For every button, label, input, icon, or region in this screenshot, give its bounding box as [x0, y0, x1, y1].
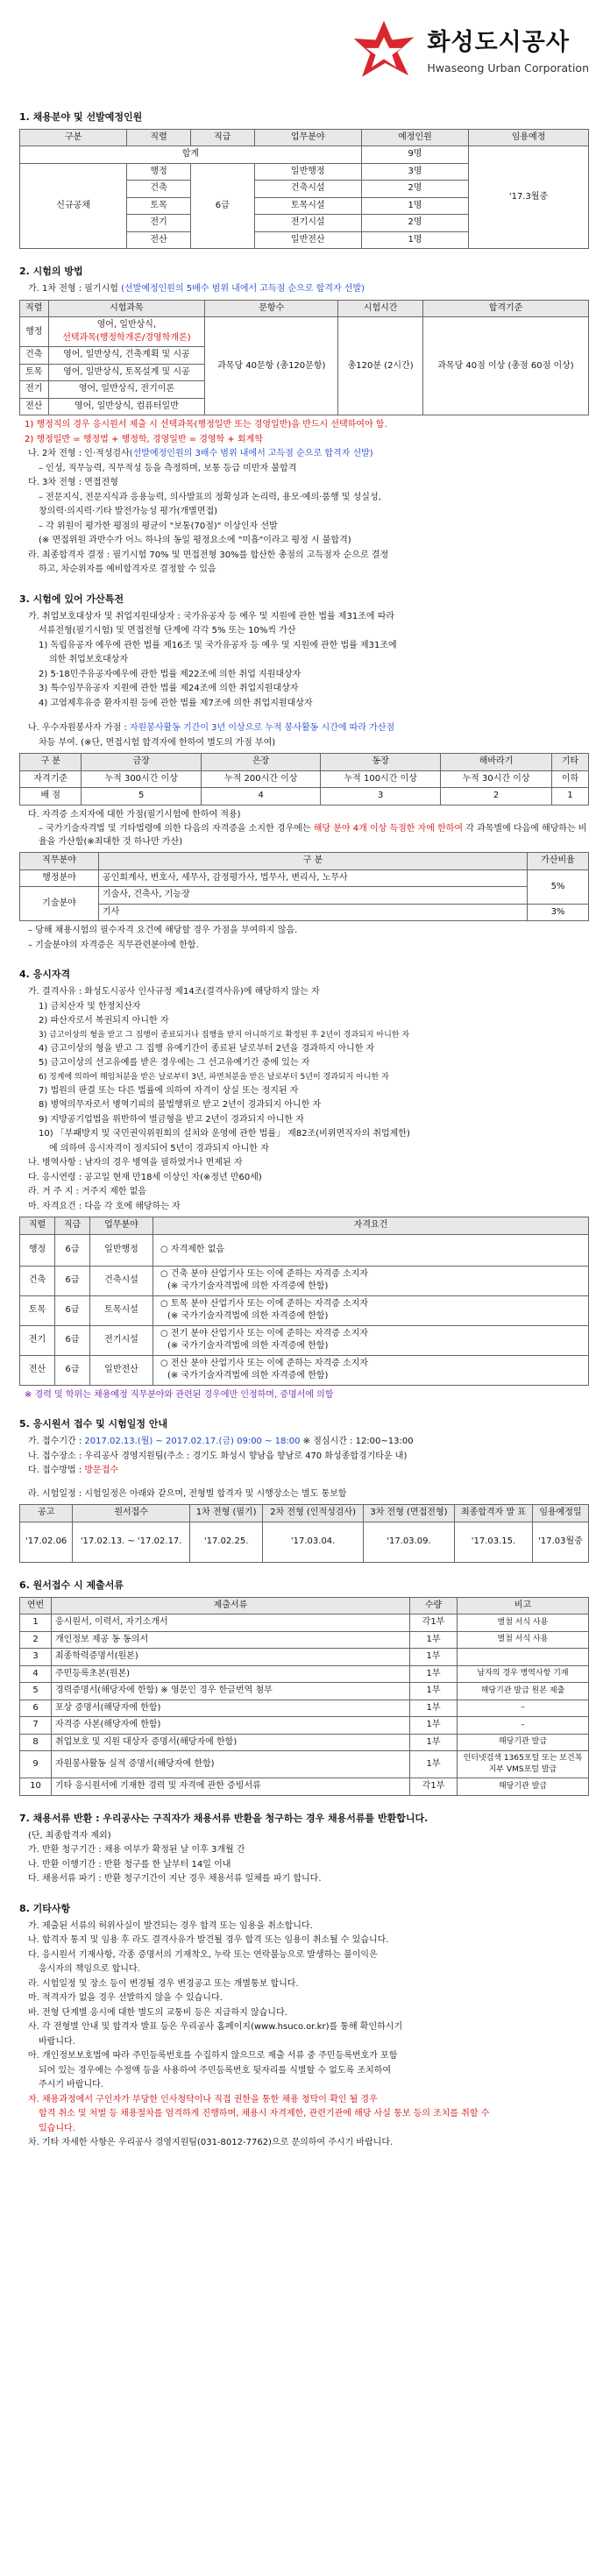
cell: 1부: [410, 1665, 458, 1683]
cell: 1부: [410, 1717, 458, 1735]
th: 직렬: [127, 129, 191, 146]
cell: 4: [201, 788, 321, 805]
th: 최종합격자 발 표: [455, 1505, 533, 1522]
cell: 영어, 일반상식, 컴퓨터일반: [48, 398, 205, 415]
cell: 각1부: [410, 1614, 458, 1632]
cell: 5%: [528, 869, 589, 904]
text: 되어 있는 경우에는 수정액 등을 사용하여 주민등록번호 뒷자리를 식별할 수 없도록 조치하여: [39, 2065, 392, 2076]
cell: 9: [20, 1751, 52, 1778]
cert-table: [19, 852, 589, 921]
section-5-title: 5. 응시원서 접수 및 시험일정 안내: [19, 1418, 168, 1430]
table-row: [20, 1614, 589, 1632]
cell: 해당기관 발급: [458, 1734, 589, 1751]
cell: 1부: [410, 1683, 458, 1700]
cell: 이하: [552, 770, 589, 788]
text: – 당해 채용시험의 필수자격 요건에 해당할 경우 가점을 부여하지 않음.: [28, 926, 298, 936]
logo-mark-icon: [350, 17, 418, 85]
s5-ga: [28, 1436, 589, 1449]
text: – 기술분야의 자격증은 직무관련분야에 한함.: [28, 940, 199, 950]
cell: [458, 1649, 589, 1666]
cell: 토목시설: [254, 197, 361, 215]
text: 9) 지방공기업법을 위반하여 벌금형을 받고 2년이 경과되지 아니한 자: [39, 1114, 304, 1125]
text: 차. 기타 자세한 사항은 우리공사 경영지원팀(031-8012-7762)으로 문의하여 주시기 바랍니다.: [28, 2138, 394, 2148]
text: 아. 개인정보보호법에 따라 주민등록번호를 수집하지 않으므로 제출 서류 중 주민등록번호가 포함: [28, 2051, 398, 2062]
cell: 전기시설: [254, 215, 361, 232]
cell: '17.02.13. ~ '17.02.17.: [73, 1522, 190, 1562]
text: 나. 2차 전형 : 인·적성검사: [28, 449, 130, 459]
cell: 기술사, 건축사, 기능장: [99, 887, 528, 905]
text: 라. 최종합격자 결정 : 필기시험 70% 및 면접전형 30%를 합산한 총점의 고득점자 순으로 결정: [28, 550, 389, 560]
s5-da: [28, 1465, 589, 1478]
table-row: [20, 1778, 589, 1796]
table-row: [20, 1683, 589, 1700]
text: 라. 시험일정 및 장소 등이 변경될 경우 변경공고 또는 개별통보 합니다.: [28, 1978, 299, 1989]
cell: 배 점: [20, 788, 82, 805]
text: 5) 금고이상의 선고유예를 받은 경우에는 그 선고유예기간 중에 있는 자: [39, 1058, 310, 1068]
brand-name-en: Hwaseong Urban Corporation: [427, 60, 589, 75]
section-4-title: 4. 응시자격: [19, 969, 71, 981]
th: 기타: [552, 754, 589, 771]
cell: 일반행정: [254, 163, 361, 181]
table-row: [20, 1734, 589, 1751]
text: 바랍니다.: [39, 2036, 75, 2047]
cell: 전산: [20, 398, 49, 415]
volunteer-table: [19, 753, 589, 805]
total-count: 9명: [361, 146, 468, 164]
cell: 선택과목(행정학개론/경영학개론): [62, 332, 191, 343]
text: 최대한 것 하나만 가산): [94, 836, 183, 847]
cell: 행정: [20, 317, 49, 347]
text: 가. 제출된 서류의 허위사실이 발견되는 경우 합격 또는 임용을 취소합니다.: [28, 1920, 313, 1931]
cell: 자원봉사활동 실적 증명서(해당자에 한함): [52, 1751, 410, 1778]
th: 연번: [20, 1597, 52, 1614]
th: 직무분야: [20, 853, 99, 870]
cell: 건축시설: [90, 1266, 153, 1295]
cell: 1부: [410, 1700, 458, 1717]
th: 제출서류: [52, 1597, 410, 1614]
cell: 1부: [410, 1734, 458, 1751]
cell: 기타 응시원서에 기재한 경력 및 자격에 관한 증빙서류: [52, 1778, 410, 1796]
s3-da1: [39, 823, 589, 848]
text: 각 과목별에 다음에 해당하는 비율을 가산함(※: [39, 824, 587, 847]
text: 방문접수: [84, 1465, 119, 1476]
cell: 6급: [55, 1266, 90, 1295]
cell: 1부: [410, 1649, 458, 1666]
cell: 행정분야: [20, 869, 99, 887]
cell: 누적 200시간 이상: [201, 770, 321, 788]
cell: 영어, 일반상식, 토목설계 및 시공: [48, 364, 205, 381]
text: 가. 접수기간 :: [28, 1437, 85, 1447]
th: 공고: [20, 1505, 73, 1522]
cell: (※ 국가기술자격법에 의한 자격증에 한함): [167, 1371, 329, 1381]
th: 1차 전형 (필기): [189, 1505, 262, 1522]
text: 다. 접수방법 :: [28, 1465, 85, 1476]
cell: 1명: [361, 197, 468, 215]
logo: [350, 17, 589, 85]
cell: '17.03.09.: [363, 1522, 454, 1562]
cell: 포상 증명서(해당자에 한함): [52, 1700, 410, 1717]
cell: 응시원서, 이력서, 자기소개서: [52, 1614, 410, 1632]
cell: 전산: [127, 231, 191, 249]
text: – 전문지식, 전문지식과 응용능력, 의사발표의 정확성과 논리력, 용모·예의·품행 및 성실성,: [39, 492, 381, 502]
section-1-title: 1. 채용분야 및 선발예정인원: [19, 111, 143, 123]
th: 예정인원: [361, 129, 468, 146]
text: (선발예정인원의 3배수 범위 내에서 고득점 순으로 합격자 선발): [129, 449, 373, 459]
cell: '17.02.25.: [189, 1522, 262, 1562]
th: 금장: [82, 754, 202, 771]
cell: 6급: [55, 1325, 90, 1355]
text: 7) 법원의 판결 또는 다른 법률에 의하여 자격이 상실 또는 정지된 자: [39, 1085, 299, 1096]
th: 자격요건: [153, 1217, 589, 1235]
cell: 별첨 서식 사용: [458, 1614, 589, 1632]
cell: 일반행정: [90, 1234, 153, 1266]
cell: 기술분야: [20, 887, 99, 921]
th: 직급: [55, 1217, 90, 1235]
text: 마. 적격자가 없을 경우 선발하지 않을 수 있습니다.: [28, 1993, 223, 2004]
text: 나. 합격자 통지 및 임용 후 라도 결격사유가 발견될 경우 합격 또는 임용이 취소될 수 있습니다.: [28, 1935, 389, 1946]
text: 8) 병역의무자로서 병역기피의 불법행위로 받고 2년이 경과되지 아니한 자: [39, 1100, 322, 1111]
cell: 최종학력증명서(원본): [52, 1649, 410, 1666]
text: 가. 결격사유 : 화성도시공사 인사규정 제14조(결격사유)에 해당하지 않는 자: [28, 987, 320, 997]
text: (단, 최종합격자 제외): [28, 1830, 111, 1841]
cell: 3명: [361, 163, 468, 181]
qualification-table: [19, 1217, 589, 1386]
th: 동장: [321, 754, 441, 771]
cell: (※ 국가기술자격법에 의한 자격증에 한함): [167, 1281, 329, 1292]
cell: 전기: [127, 215, 191, 232]
cell: ○ 자격제한 없음: [153, 1234, 589, 1266]
cell: ○ 전기 분야 산업기사 또는 이에 준하는 자격증 소지자: [160, 1328, 369, 1338]
text: (선발예정인원의 5배수 범위 내에서 고득점 순으로 합격자 선발): [121, 284, 365, 295]
text: 다. 응시원서 기재사항, 각종 증명서의 기재착오, 누락 또는 연락불능으로 발생하는 불이익은: [28, 1949, 378, 1960]
text: 주시기 바랍니다.: [39, 2080, 103, 2090]
text: 창의력·의지력·기타 발전가능성 평가(개별면접): [39, 507, 218, 517]
cell: 8: [20, 1734, 52, 1751]
cell: 자격기준: [20, 770, 82, 788]
cell: ○ 건축 분야 산업기사 또는 이에 준하는 자격증 소지자: [160, 1268, 369, 1279]
text: 하고, 차순위자를 예비합격자로 결정할 수 있음: [39, 564, 216, 575]
cell: 해당기관 발급: [458, 1778, 589, 1796]
cell: 행정: [20, 1234, 55, 1266]
cell: 전기시설: [90, 1325, 153, 1355]
cell: 주민등록초본(원본): [52, 1665, 410, 1683]
cell: 누적 300시간 이상: [82, 770, 202, 788]
cell: 7: [20, 1717, 52, 1735]
section-2-title: 2. 시험의 방법: [19, 266, 83, 278]
cell: 2: [20, 1631, 52, 1649]
documents-table: [19, 1597, 589, 1796]
section-6-title: 6. 원서접수 시 제출서류: [19, 1579, 124, 1591]
text: 나. 병역사항 : 남자의 경우 병역을 필하였거나 면제된 자: [28, 1158, 243, 1168]
th: 합격기준: [422, 300, 588, 317]
text: 응시자의 책임으로 합니다.: [39, 1964, 140, 1975]
table-row: [20, 1649, 589, 1666]
cell: 건축: [20, 347, 49, 365]
th: 원서접수: [73, 1505, 190, 1522]
cell: ○ 토목 분야 산업기사 또는 이에 준하는 자격증 소지자: [160, 1298, 369, 1309]
recruit-table: [19, 129, 589, 250]
grade: 6급: [190, 163, 254, 249]
text: 10) 「부패방지 및 국민권익위원회의 설치와 운영에 관한 법률」 제82조(비위면직자의 취업제한): [39, 1129, 410, 1139]
text: 나. 반환 이행기간 : 반환 청구를 한 날부터 14일 이내: [28, 1859, 231, 1870]
text: 합격 취소 및 처벌 등 채용절차를 엄격하게 진행하며, 채용시 자격제한, 관련기관에 해당 사실 통보 등의 조치를 취할 수: [39, 2109, 490, 2119]
text: – 인성, 직무능력, 직무적성 등을 측정하며, 보통 등급 미만자 불합격: [39, 463, 297, 473]
text: 나. 우수자원봉사자 가점 :: [28, 723, 130, 734]
th: 직렬: [20, 300, 49, 317]
text: 다. 3차 전형 : 면접전형: [28, 478, 118, 488]
th: 은장: [201, 754, 321, 771]
cell: 각1부: [410, 1778, 458, 1796]
th: 수량: [410, 1597, 458, 1614]
th: 구 분: [99, 853, 528, 870]
text: – 국가기술자격법 및 기타법령에 의한 다음의 자격증을 소지한 경우에는: [39, 824, 314, 834]
text: 다. 채용서류 파기 : 반환 청구기간이 지난 경우 채용서류 일체를 파기 합니다.: [28, 1874, 322, 1884]
cell: (※ 국가기술자격법에 의한 자격증에 한함): [167, 1341, 329, 1352]
cell: 토목: [127, 197, 191, 215]
th: 구 분: [20, 754, 82, 771]
section-3-title: 3. 시험에 있어 가산특전: [19, 593, 124, 605]
note: 1) 행정직의 경우 응시원서 제출 시 선택과목(행정일반 또는 경영일반)을 반드시 선택하여야 함.: [25, 420, 387, 430]
schedule-table: [19, 1504, 589, 1563]
header: [14, 7, 589, 95]
cell: 3: [321, 788, 441, 805]
text: 사. 각 전형별 안내 및 합격자 발표 등은 우리공사 홈페이지(www.hsuco.or.kr)를 통해 확인하시기: [28, 2022, 403, 2033]
th: 비고: [458, 1597, 589, 1614]
th: 시험과목: [48, 300, 205, 317]
cell: 6급: [55, 1295, 90, 1325]
s2-na: [28, 448, 589, 461]
cell: 건축시설: [254, 181, 361, 198]
cell: 토목: [20, 1295, 55, 1325]
time: 총120분 (2시간): [338, 317, 423, 415]
cell: ○ 전산 분야 산업기사 또는 이에 준하는 자격증 소지자: [160, 1358, 369, 1368]
cell: 건축: [127, 181, 191, 198]
text: 2017.02.13.(월) ~ 2017.02.17.(금) 09:00 ~ 18:00: [84, 1437, 301, 1447]
cell: 6급: [55, 1234, 90, 1266]
cell: 6급: [55, 1355, 90, 1385]
text: 가. 반환 청구기간 : 채용 여부가 확정된 날 이후 3개월 간: [28, 1845, 245, 1856]
cell: 1부: [410, 1751, 458, 1778]
group: 신규공채: [20, 163, 127, 249]
th: 임용예정일: [532, 1505, 588, 1522]
cell: 10: [20, 1778, 52, 1796]
cell: 1: [20, 1614, 52, 1632]
text: 가. 취업보호대상자 및 취업지원대상자 : 국가유공자 등 예우 및 지원에 관한 법률 제31조에 따라: [28, 611, 395, 621]
text: 3) 특수임무유공자 지원에 관한 법률 제24조에 의한 취업지원대상자: [39, 684, 299, 694]
appoint-date: '17.3월중: [469, 146, 589, 249]
text: 서류전형(필기시험) 및 면접전형 단계에 각각 5% 또는 10%씩 가산: [39, 626, 296, 636]
table-row: [20, 1751, 589, 1778]
text: 차등 부여. (※단, 면접시험 합격자에 한하여 별도의 가점 부여): [39, 737, 276, 748]
cell: 6: [20, 1700, 52, 1717]
cell: '17.03.04.: [263, 1522, 364, 1562]
text: 2) 파산자로서 복권되지 아니한 자: [39, 1016, 169, 1026]
cell: 5: [82, 788, 202, 805]
cell: 2명: [361, 181, 468, 198]
text: 나. 접수장소 : 우리공사 경영지원팀(주소 : 경기도 화성시 향남읍 향남로 470 화성종합경기타운 내): [28, 1451, 408, 1461]
text: 바. 전형 단계별 응시에 대한 별도의 교통비 등은 지급하지 않습니다.: [28, 2007, 287, 2018]
exam-table: [19, 300, 589, 416]
cell: 5: [20, 1683, 52, 1700]
th: 직렬: [20, 1217, 55, 1235]
text: 다. 응시연령 : 공고일 현재 만18세 이상인 자(※정년 만60세): [28, 1172, 262, 1182]
table-row: [20, 1717, 589, 1735]
cell: 해당기관 발급 원본 제출: [458, 1683, 589, 1700]
brand-name-ko: 화성도시공사: [427, 29, 570, 57]
total-label: 합계: [20, 146, 362, 164]
s2-ga: [28, 283, 589, 296]
cell: 전산: [20, 1355, 55, 1385]
text: 6) 징계에 의하여 해임처분을 받은 날로부터 3년, 파면처분을 받은 날로부터 5년이 경과되지 아니한 자: [39, 1072, 389, 1082]
cell: 토목: [20, 364, 49, 381]
note: 2) 행정일반 = 행정법 + 행정학, 경영일반 = 경영학 + 회계학: [25, 434, 263, 444]
cell: 영어, 일반상식, 건축계획 및 시공: [48, 347, 205, 365]
th: 2차 전형 (인적성검사): [263, 1505, 364, 1522]
text: 에 의하여 응시자격이 정지되어 5년이 경과되지 아니한 자: [49, 1143, 269, 1153]
th: 3차 전형 (면접전형): [363, 1505, 454, 1522]
text: 4) 고엽제후유증 환자지원 등에 관한 법률 제7조에 의한 취업지원대상자: [39, 698, 313, 708]
cell: 3: [20, 1649, 52, 1666]
th: 문항수: [205, 300, 338, 317]
cell: 1명: [361, 231, 468, 249]
text: 1) 독립유공자 예우에 관한 법률 제16조 및 국가유공자 등 예우 및 지원에 관한 법률 제31조에: [39, 640, 397, 650]
text: 다. 자격증 소지자에 대한 가점(필기시험에 한하여 적용): [28, 809, 241, 820]
table-row: [20, 1665, 589, 1683]
th: 직급: [190, 129, 254, 146]
cell: –: [458, 1700, 589, 1717]
cell: 행정: [127, 163, 191, 181]
cell: 전기: [20, 381, 49, 399]
pass: 과목당 40점 이상 (총점 60점 이상): [422, 317, 588, 415]
cell: 일반전산: [90, 1355, 153, 1385]
text: ※ 점심시간 : 12:00~13:00: [300, 1437, 414, 1447]
cell: 1: [552, 788, 589, 805]
text: 1) 금치산자 및 한정치산자: [39, 1001, 141, 1011]
th: 가산비율: [528, 853, 589, 870]
text: 3) 금고이상의 형을 받고 그 집행이 종료되거나 집행을 받지 아니하기로 확정된 후 2년이 경과되지 아니한 자: [39, 1030, 410, 1040]
th: 업무분야: [90, 1217, 153, 1235]
cell: 경력증명서(해당자에 한함) ※ 영문인 경우 한글번역 첨부: [52, 1683, 410, 1700]
text: 의한 취업보호대상자: [49, 655, 129, 665]
section-7-title: 7. 채용서류 반환 : 우리공사는 구직자가 채용서류 반환을 청구하는 경우 채용서류를 반환합니다.: [19, 1812, 429, 1824]
text: 해당 분야 4개 이상 득점한 자에 한하여: [313, 824, 464, 834]
text: 자. 채용과정에서 구인자가 부당한 인사청탁이나 직접 권한을 통한 채용 청탁이 확인 될 경우: [28, 2094, 378, 2104]
cell: 공인회계사, 변호사, 세무사, 감정평가사, 법무사, 변리사, 노무사: [99, 869, 528, 887]
th: 업무분야: [254, 129, 361, 146]
text: (※ 면접위원 과반수가 어느 하나의 동일 평정요소에 "미흡"이라고 평정 시 불합격): [39, 536, 351, 546]
text: 라. 거 주 지 : 거주지 제한 없음: [28, 1187, 147, 1197]
cell: '17.03월중: [532, 1522, 588, 1562]
cell: 일반전산: [254, 231, 361, 249]
cell: (※ 국가기술자격법에 의한 자격증에 한함): [167, 1311, 329, 1322]
th: 해바라기: [440, 754, 551, 771]
table-row: [20, 1700, 589, 1717]
cell: 2: [440, 788, 551, 805]
cell: 누적 30시간 이상: [440, 770, 551, 788]
text: – 각 위원이 평가한 평점의 평균이 "보통(70점)" 이상인자 선발: [39, 521, 278, 531]
table-row: [20, 1631, 589, 1649]
cell: –: [458, 1717, 589, 1735]
cell: '17.02.06: [20, 1522, 73, 1562]
cell: 3%: [528, 904, 589, 921]
cell: 토목시설: [90, 1295, 153, 1325]
text: 가. 1차 전형 : 필기시험: [28, 284, 122, 295]
section-8-title: 8. 기타사항: [19, 1902, 71, 1914]
cell: 전기: [20, 1325, 55, 1355]
note: ※ 경력 및 학위는 채용예정 직무분야와 관련된 경우에만 인정하며, 증명서에 의함: [25, 1389, 334, 1400]
cell: 취업보호 및 지원 대상자 증명서(해당자에 한함): [52, 1734, 410, 1751]
cell: '17.03.15.: [455, 1522, 533, 1562]
cell: 개인정보 제공 동 동의서: [52, 1631, 410, 1649]
cell: 영어, 일반상식,: [96, 320, 157, 330]
cell: 건축: [20, 1266, 55, 1295]
cell: 누적 100시간 이상: [321, 770, 441, 788]
th: 구분: [20, 129, 127, 146]
cell: 1부: [410, 1631, 458, 1649]
text: 4) 금고이상의 형을 받고 그 집행 유예기간이 종료된 날로부터 2년을 경과하지 아니한 자: [39, 1043, 375, 1054]
text: 있습니다.: [39, 2123, 75, 2133]
cell: 영어, 일반상식, 전기이론: [48, 381, 205, 399]
cell: 2명: [361, 215, 468, 232]
cell: 기사: [99, 904, 528, 921]
text: 마. 자격요건 : 다음 각 호에 해당하는 자: [28, 1201, 181, 1211]
cell: 인터넷검색 1365포털 또는 보건복지부 VMS포털 발급: [458, 1751, 589, 1778]
text: 라. 시험일정 : 시험일정은 아래와 같으며, 전형별 합격자 및 시행장소는 별도 통보함: [28, 1488, 347, 1499]
cell: 4: [20, 1665, 52, 1683]
th: 시험시간: [338, 300, 423, 317]
qcount: 과목당 40문항 (총120문항): [205, 317, 338, 415]
text: 자원봉사활동 기간이 3년 이상으로 누적 봉사활동 시간에 따라 가산점: [129, 723, 395, 734]
th: 임용예정: [469, 129, 589, 146]
cell: 별첨 서식 사용: [458, 1631, 589, 1649]
text: 2) 5·18민주유공자예우에 관한 법률 제22조에 의한 취업 지원대상자: [39, 669, 302, 679]
cell: 남자의 경우 병역사항 기재: [458, 1665, 589, 1683]
s3-na: [28, 722, 589, 735]
cell: 자격증 사본(해당자에 한함): [52, 1717, 410, 1735]
